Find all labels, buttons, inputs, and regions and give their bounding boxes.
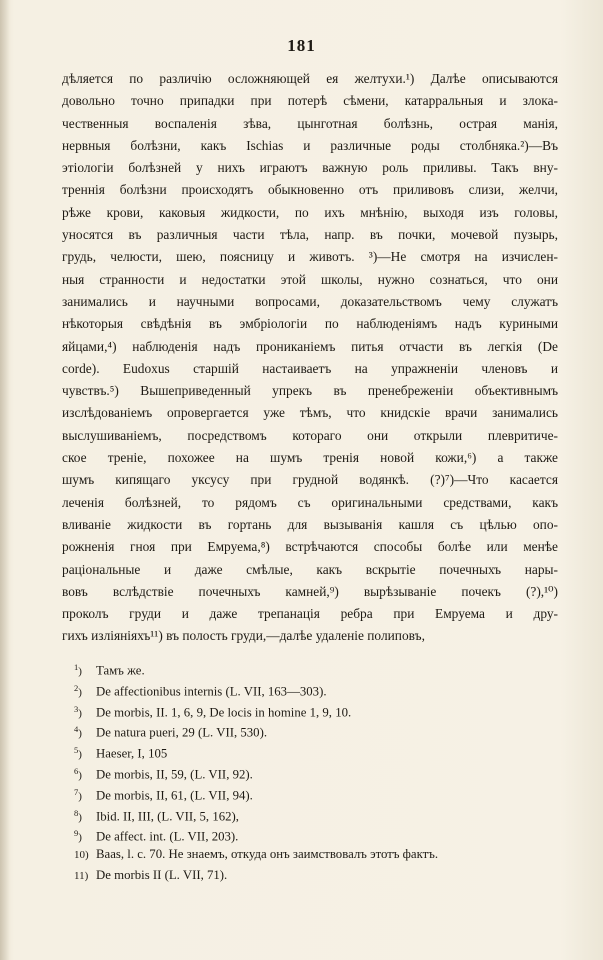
footnote-text: De affect. int. (L. VII, 203). — [96, 830, 239, 845]
footnote-text: Тамъ же. — [96, 663, 145, 678]
footnote — [74, 761, 554, 782]
footnote-text: De morbis, II, 61, (L. VII, 94). — [96, 788, 253, 803]
text-line-14: corde). Eudoxus старшій настаиваетъ на упражненіи членовъ и — [62, 360, 558, 376]
text-line-5: этіологіи болѣзней у нихъ играютъ важную роль приливы. Такъ вну- — [62, 160, 558, 176]
footnote — [74, 865, 554, 886]
footnote — [74, 803, 554, 824]
text-line-15: чувствъ.⁵) Вышеприведенный упрекъ въ пренебреженіи объективнымъ — [62, 383, 558, 399]
footnote-text: Baas, l. c. 70. Не знаемъ, откуда онъ заимствовалъ этотъ фактъ. — [96, 847, 439, 862]
footnote-text: De morbis II (L. VII, 71). — [96, 867, 228, 882]
footnote-text: De morbis, II, 59, (L. VII, 92). — [96, 767, 253, 782]
footnote-mark: $^9$) — [74, 828, 82, 845]
text-line-17: выслушиваніемъ, посредствомъ котораго они открыли плевритиче- — [62, 427, 558, 443]
footnote — [74, 719, 554, 740]
footnote-mark: 11) — [74, 869, 89, 882]
text-line-12: нѣкоторыя свѣдѣнія въ эмбріологіи по наблюденіямъ надъ куриными — [62, 316, 558, 332]
footnote — [74, 782, 554, 803]
footnote-mark: $^2$) — [74, 682, 82, 699]
text-line-10: ныя странности и недостатки этой школы, нужно сознаться, что они — [62, 271, 558, 287]
footnote-mark: $^7$) — [74, 786, 82, 803]
footnote — [74, 823, 554, 844]
text-line-13: яйцами,⁴) наблюденія надъ прониканіемъ питья отчасти въ легкія (De — [62, 338, 558, 354]
text-line-6: треннія болѣзни происходятъ обыкновенно отъ приливовъ слизи, желчи, — [62, 182, 558, 198]
footnote-mark: $^5$) — [74, 745, 82, 761]
footnote — [74, 740, 554, 761]
footnote-mark: 10) — [74, 849, 89, 862]
text-line-20: леченія болѣзней, то рядомъ съ оригинальными средствами, какъ — [62, 494, 558, 510]
footnote-mark: $^4$) — [74, 724, 82, 741]
footnote-text: De morbis, II. 1, 6, 9, De locis in homine 1, 9, 10. — [96, 705, 352, 720]
footnotes-section — [74, 657, 554, 886]
footnote — [74, 699, 554, 720]
text-line-25: проколъ груди и даже трепанація ребра при Емруема и дру- — [62, 606, 558, 622]
footnote — [74, 844, 554, 865]
text-line-19: шумъ кипящаго уксусу при грудной водянкѣ. (?)⁷)—Что касается — [62, 472, 558, 488]
footnote-mark: $^6$) — [74, 765, 82, 782]
text-line-16: изслѣдованіемъ опровергается уже тѣмъ, что книдскіе врачи занимались — [62, 405, 558, 421]
text-line-2: довольно точно припадки при потерѣ сѣмени, катарральныя и злока- — [62, 93, 558, 109]
text-line-21: вливаніе жидкости въ гортань для вызыванія кашля съ цѣлью опо- — [62, 516, 558, 532]
footnote-mark: $^3$) — [74, 703, 82, 720]
text-line-23: раціональные и даже смѣлые, какъ вскрытіе почечныхъ нары- — [62, 561, 558, 577]
text-line-22: рожненія гноя при Емруема,⁸) встрѣчаются способы болѣе или менѣе — [62, 539, 558, 555]
text-line-24: вовъ вслѣдствіе почечныхъ камней,⁹) вырѣзываніе почекъ (?),¹⁰) — [62, 583, 558, 599]
page-spine-shadow — [0, 0, 10, 960]
text-line-1: дѣляется по различію осложняющей ея желтухи.¹) Далѣе описываются — [62, 71, 558, 86]
main-text-body — [62, 68, 558, 648]
text-line-7: рѣже крови, каковыя жидкости, по ихъ мнѣнію, выходя изъ головы, — [62, 204, 558, 220]
footnote-text: De natura pueri, 29 (L. VII, 530). — [96, 726, 268, 741]
text-line-26: гихъ изліяніяхъ¹¹) въ полость груди,—далѣе удаленіе полиповъ, — [62, 628, 425, 644]
footnote — [74, 678, 554, 699]
text-line-11: занимались и научными вопросами, доказательствомъ чему служатъ — [62, 293, 558, 309]
text-line-8: уносятся въ различныя части тѣла, напр. въ почки, мочевой пузырь, — [62, 227, 558, 243]
footnote-mark: $^8$) — [74, 807, 82, 824]
footnote-text: Haeser, I, 105 — [96, 746, 168, 761]
footnote-text: Ibid. II, III, (L. VII, 5, 162), — [96, 809, 239, 824]
footnote — [74, 657, 554, 678]
text-line-4: нервныя болѣзни, какъ Ischias и различные роды столбняка.²)—Въ — [62, 137, 558, 153]
text-line-18: ское треніе, похожее на шумъ тренія новой кожи,⁶) а также — [62, 450, 558, 466]
footnote-mark: $^1$) — [74, 662, 82, 678]
text-line-3: чественныя воспаленія зѣва, цынготная болѣзнь, острая манія, — [62, 115, 558, 131]
footnote-text: De affectionibus internis (L. VII, 163—303). — [96, 684, 327, 699]
page-number: 181 — [287, 36, 316, 55]
text-line-9: грудь, челюсти, шею, поясницу и животъ. ³)—Не смотря на изчислен- — [62, 249, 558, 265]
